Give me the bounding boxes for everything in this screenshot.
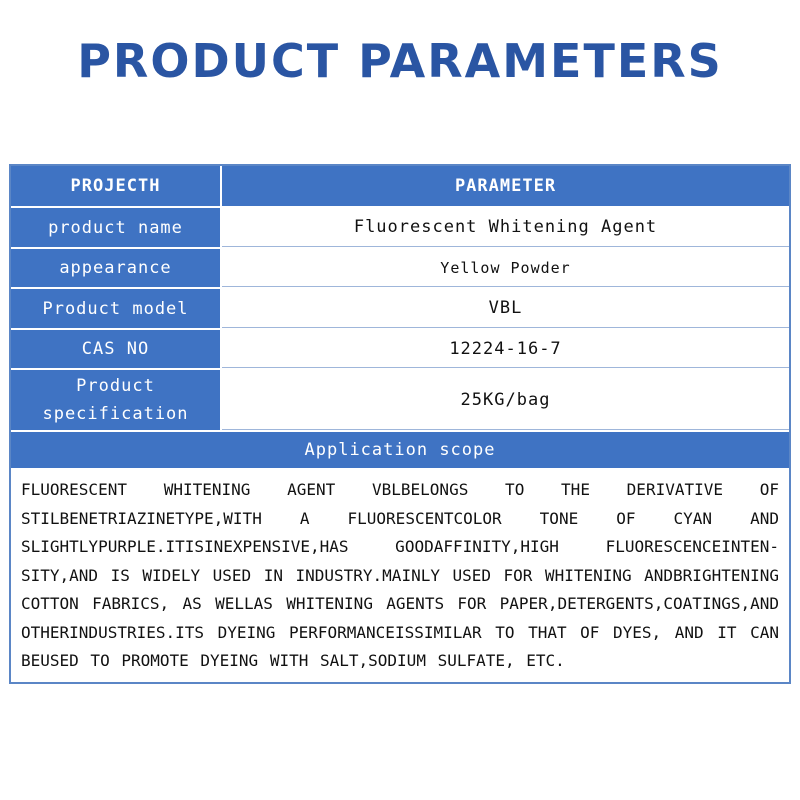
row-label-cas-no: CAS NO xyxy=(11,330,222,368)
row-value-product-name: Fluorescent Whitening Agent xyxy=(222,208,789,247)
row-label-product-model: Product model xyxy=(11,289,222,328)
row-value-product-model: VBL xyxy=(222,289,789,328)
row-value-appearance: Yellow Powder xyxy=(222,249,789,287)
table-row xyxy=(11,330,789,370)
table-header-row xyxy=(11,166,789,208)
row-label-appearance: appearance xyxy=(11,249,222,287)
row-value-product-specification: 25KG/bag xyxy=(222,370,789,430)
page-title: PRODUCT PARAMETERS xyxy=(77,34,723,88)
application-scope-heading: Application scope xyxy=(11,432,789,468)
header-value-cell: PARAMETER xyxy=(222,166,789,206)
row-label-product-name: product name xyxy=(11,208,222,247)
table-row xyxy=(11,208,789,249)
row-label-product-specification: Product specification xyxy=(11,370,222,430)
table-row xyxy=(11,370,789,432)
row-value-cas-no: 12224-16-7 xyxy=(222,330,789,368)
application-scope-text: FLUORESCENT WHITENING AGENT VBLBELONGS TO THE DERIVATIVE OF STILBENETRIAZINETYPE,WITH A FLUORESCENTCOLOR TONE OF CYAN AND SLIGHTLYPURPLE.ITISINEXPENSIVE,HAS GOODAFFINITY,HIGH FLUORESCENCEINTEN-SITY,AND IS WIDELY USED IN INDUSTRY.MAINLY USED FOR WHITENING ANDBRIGHTENING COTTON FABRICS, AS WELLAS WHITENING AGENTS FOR PAPER,DETERGENTS,COATINGS,AND OTHERINDUSTRIES.ITS DYEING PERFORMANCEISSIMILAR TO THAT OF DYES, AND IT CAN BEUSED TO PROMOTE DYEING WITH SALT,SODIUM SULFATE, ETC. xyxy=(21,480,779,670)
table-row xyxy=(11,289,789,330)
parameter-table xyxy=(9,164,791,684)
table-row xyxy=(11,249,789,289)
header-label-cell: PROJECTH xyxy=(11,166,222,206)
